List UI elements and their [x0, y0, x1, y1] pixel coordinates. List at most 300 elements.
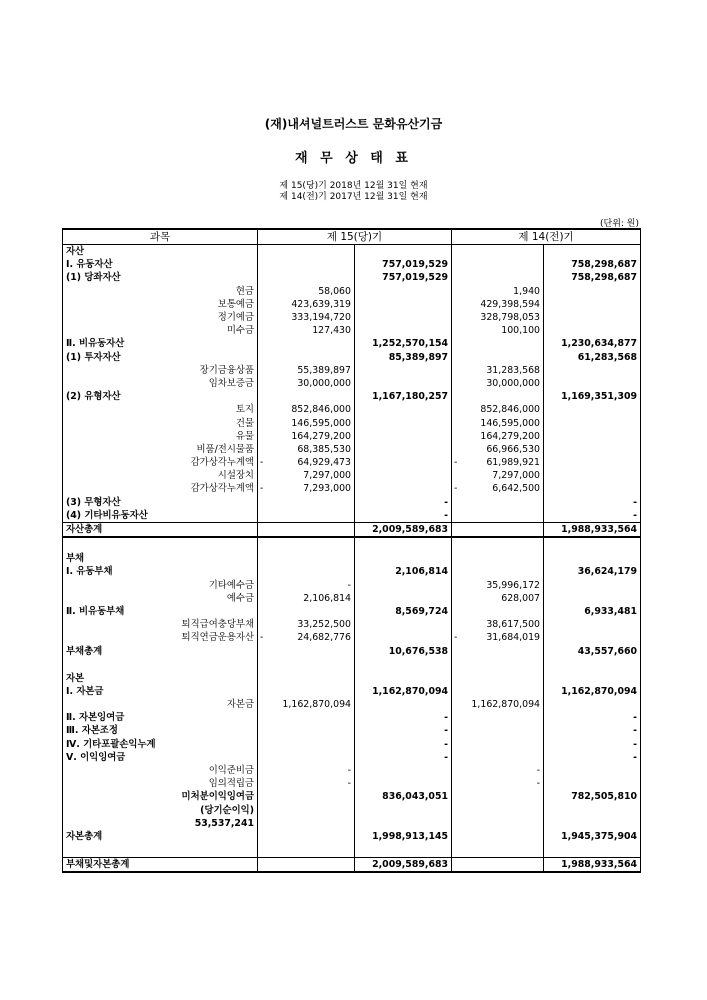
prior-total-amount — [544, 245, 641, 259]
prior-total-amount — [544, 698, 641, 711]
account-label: (4) 기타비유동자산 — [63, 509, 258, 523]
current-total-amount: - — [355, 496, 452, 509]
table-row — [63, 672, 641, 685]
prior-total-amount — [544, 298, 641, 311]
current-detail-amount — [258, 631, 355, 644]
account-label: Ⅰ. 유동자산 — [63, 258, 258, 271]
prior-total-amount — [544, 416, 641, 429]
prior-detail-amount — [452, 565, 544, 578]
account-label: Ⅰ. 유동부채 — [63, 565, 258, 578]
current-detail-amount: 164,279,200 — [258, 430, 355, 443]
account-label: 부채및자본총계 — [63, 858, 258, 873]
current-total-amount — [355, 592, 452, 605]
table-row — [63, 324, 641, 337]
current-total-amount — [355, 631, 452, 644]
account-label: 토지 — [63, 403, 258, 416]
current-detail-amount — [258, 351, 355, 364]
account-label: 시설장치 — [63, 469, 258, 482]
current-detail-amount — [258, 482, 355, 495]
amount-value: 7,293,000 — [303, 483, 351, 495]
table-row — [63, 817, 641, 830]
table-row — [63, 605, 641, 618]
table-header-row — [63, 229, 641, 245]
current-total-amount — [355, 364, 452, 377]
prior-total-amount: 61,283,568 — [544, 351, 641, 364]
current-detail-amount — [258, 337, 355, 350]
prior-total-amount: 1,162,870,094 — [544, 685, 641, 698]
table-row — [63, 469, 641, 482]
current-total-amount: 1,162,870,094 — [355, 685, 452, 698]
prior-total-amount — [544, 631, 641, 644]
table-row — [63, 724, 641, 737]
prior-total-amount — [544, 537, 641, 552]
current-total-amount: 2,009,589,683 — [355, 522, 452, 537]
table-row — [63, 804, 641, 817]
prior-detail-amount — [452, 858, 544, 873]
current-detail-amount — [258, 537, 355, 552]
current-detail-amount — [258, 672, 355, 685]
account-label: 자산총계 — [63, 522, 258, 537]
current-detail-amount — [258, 817, 355, 830]
current-total-amount: 757,019,529 — [355, 258, 452, 271]
account-label: 자산 — [63, 245, 258, 259]
current-detail-amount — [258, 843, 355, 858]
current-detail-amount: 423,639,319 — [258, 298, 355, 311]
current-detail-amount — [258, 245, 355, 259]
table-row — [63, 496, 641, 509]
current-total-amount: 1,252,570,154 — [355, 337, 452, 350]
current-total-amount — [355, 698, 452, 711]
current-total-amount: - — [355, 751, 452, 764]
account-label: 퇴직연금운용자산 — [63, 631, 258, 644]
current-detail-amount: 146,595,000 — [258, 416, 355, 429]
current-detail-amount — [258, 565, 355, 578]
prior-detail-amount — [452, 672, 544, 685]
prior-detail-amount — [452, 711, 544, 724]
prior-total-amount: 782,505,810 — [544, 790, 641, 803]
prior-total-amount: 43,557,660 — [544, 644, 641, 657]
prior-detail-amount — [452, 552, 544, 565]
account-label: 자본총계 — [63, 830, 258, 843]
header-current: 제 15(당)기 — [258, 229, 452, 245]
table-row — [63, 830, 641, 843]
prior-total-amount — [544, 817, 641, 830]
current-detail-amount: 58,060 — [258, 285, 355, 298]
current-total-amount: 836,043,051 — [355, 790, 452, 803]
prior-total-amount — [544, 592, 641, 605]
table-row — [63, 456, 641, 469]
current-total-amount — [355, 456, 452, 469]
prior-total-amount — [544, 456, 641, 469]
table-row — [63, 579, 641, 592]
table-row — [63, 430, 641, 443]
current-detail-amount — [258, 711, 355, 724]
table-row — [63, 271, 641, 284]
current-total-amount: - — [355, 738, 452, 751]
current-total-amount — [355, 430, 452, 443]
prior-detail-amount: 100,100 — [452, 324, 544, 337]
prior-total-amount — [544, 482, 641, 495]
prior-detail-amount — [452, 522, 544, 537]
account-label — [63, 537, 258, 552]
prior-total-amount: - — [544, 711, 641, 724]
account-label: 비품/전시물품 — [63, 443, 258, 456]
current-detail-amount: 33,252,500 — [258, 618, 355, 631]
prior-total-amount: 1,988,933,564 — [544, 858, 641, 873]
current-total-amount — [355, 469, 452, 482]
table-row — [63, 390, 641, 403]
current-detail-amount — [258, 258, 355, 271]
prior-total-amount — [544, 843, 641, 858]
account-label: 미수금 — [63, 324, 258, 337]
current-total-amount — [355, 377, 452, 390]
account-label — [63, 843, 258, 858]
balance-sheet-table — [62, 228, 641, 873]
current-total-amount: 85,389,897 — [355, 351, 452, 364]
prior-total-amount — [544, 672, 641, 685]
spacer-row — [63, 843, 641, 858]
prior-total-amount — [544, 285, 641, 298]
prior-detail-amount: 628,007 — [452, 592, 544, 605]
prior-total-amount — [544, 311, 641, 324]
account-label: 자본 — [63, 672, 258, 685]
negative-marker: - — [454, 457, 458, 468]
current-total-amount: - — [355, 711, 452, 724]
table-row — [63, 337, 641, 350]
prior-detail-amount — [452, 482, 544, 495]
prior-detail-amount: 164,279,200 — [452, 430, 544, 443]
account-label: 예수금 — [63, 592, 258, 605]
table-row — [63, 711, 641, 724]
current-detail-amount: 852,846,000 — [258, 403, 355, 416]
current-detail-amount — [258, 738, 355, 751]
prior-detail-amount: - — [452, 777, 544, 790]
unit-label: (단위: 원) — [600, 219, 639, 229]
table-row — [63, 631, 641, 644]
prior-detail-amount: 429,398,594 — [452, 298, 544, 311]
account-label: (2) 유형자산 — [63, 390, 258, 403]
account-label: Ⅱ. 비유동자산 — [63, 337, 258, 350]
table-row — [63, 416, 641, 429]
account-label: 감가상각누계액 — [63, 482, 258, 495]
prior-detail-amount — [452, 830, 544, 843]
account-label: Ⅳ. 기타포괄손익누계 — [63, 738, 258, 751]
current-detail-amount — [258, 605, 355, 618]
table-row — [63, 298, 641, 311]
prior-detail-amount: 35,996,172 — [452, 579, 544, 592]
amount-value: 24,682,776 — [297, 632, 351, 644]
current-total-amount — [355, 817, 452, 830]
prior-total-amount — [544, 403, 641, 416]
prior-detail-amount — [452, 738, 544, 751]
current-total-amount — [355, 658, 452, 672]
table-row — [63, 764, 641, 777]
current-total-amount: 757,019,529 — [355, 271, 452, 284]
current-total-amount — [355, 285, 452, 298]
account-label: (1) 투자자산 — [63, 351, 258, 364]
current-detail-amount — [258, 456, 355, 469]
negative-marker: - — [260, 632, 264, 644]
account-label: 자본금 — [63, 698, 258, 711]
prior-total-amount — [544, 364, 641, 377]
prior-total-amount — [544, 618, 641, 631]
current-total-amount — [355, 579, 452, 592]
prior-detail-amount: 1,940 — [452, 285, 544, 298]
table-row — [63, 443, 641, 456]
prior-detail-amount — [452, 509, 544, 523]
current-detail-amount — [258, 644, 355, 657]
current-detail-amount: 30,000,000 — [258, 377, 355, 390]
prior-detail-amount — [452, 271, 544, 284]
prior-total-amount: - — [544, 509, 641, 523]
negative-marker: - — [260, 483, 264, 495]
account-label: 미처분이익잉여금 — [63, 790, 258, 803]
current-detail-amount — [258, 685, 355, 698]
current-total-amount — [355, 537, 452, 552]
prior-detail-amount: 38,617,500 — [452, 618, 544, 631]
period-prior: 제 14(전)기 2017년 12월 31일 현재 — [279, 192, 428, 202]
prior-total-amount: 6,933,481 — [544, 605, 641, 618]
table-body — [63, 245, 641, 873]
current-detail-amount: 1,162,870,094 — [258, 698, 355, 711]
current-detail-amount — [258, 658, 355, 672]
account-label: 부채총계 — [63, 644, 258, 657]
current-detail-amount: 55,389,897 — [258, 364, 355, 377]
prior-detail-amount — [452, 685, 544, 698]
current-total-amount — [355, 482, 452, 495]
table-row — [63, 403, 641, 416]
account-label: Ⅲ. 자본조정 — [63, 724, 258, 737]
table-row — [63, 618, 641, 631]
table-row — [63, 552, 641, 565]
current-detail-amount — [258, 522, 355, 537]
current-total-amount: 1,998,913,145 — [355, 830, 452, 843]
table-row — [63, 377, 641, 390]
prior-total-amount: 36,624,179 — [544, 565, 641, 578]
current-total-amount: - — [355, 509, 452, 523]
amount-value: 61,989,921 — [486, 457, 541, 469]
header-prior: 제 14(전)기 — [452, 229, 641, 245]
current-total-amount — [355, 443, 452, 456]
header-account: 과목 — [63, 229, 258, 245]
table-row — [63, 592, 641, 605]
account-label: Ⅰ. 자본금 — [63, 685, 258, 698]
table-row — [63, 738, 641, 751]
account-label: 53,537,241 — [63, 817, 258, 830]
prior-detail-amount — [452, 843, 544, 858]
current-total-amount — [355, 672, 452, 685]
prior-detail-amount: 30,000,000 — [452, 377, 544, 390]
total-row — [63, 858, 641, 873]
table-row — [63, 351, 641, 364]
account-label: 유물 — [63, 430, 258, 443]
prior-detail-amount — [452, 644, 544, 657]
current-detail-amount: 127,430 — [258, 324, 355, 337]
account-label: 보통예금 — [63, 298, 258, 311]
prior-detail-amount — [452, 804, 544, 817]
account-label: Ⅱ. 비유동부채 — [63, 605, 258, 618]
negative-marker: - — [454, 483, 458, 495]
account-label: 정기예금 — [63, 311, 258, 324]
table-row — [63, 258, 641, 271]
current-detail-amount — [258, 390, 355, 403]
prior-total-amount — [544, 764, 641, 777]
prior-detail-amount — [452, 724, 544, 737]
account-label: 현금 — [63, 285, 258, 298]
prior-total-amount — [544, 469, 641, 482]
prior-total-amount: - — [544, 496, 641, 509]
prior-detail-amount: 146,595,000 — [452, 416, 544, 429]
prior-detail-amount: 31,283,568 — [452, 364, 544, 377]
table-row — [63, 790, 641, 803]
prior-total-amount: - — [544, 724, 641, 737]
current-detail-amount: 7,297,000 — [258, 469, 355, 482]
current-total-amount — [355, 618, 452, 631]
prior-total-amount: - — [544, 738, 641, 751]
negative-marker: - — [260, 457, 264, 468]
account-label: 퇴직급여충당부채 — [63, 618, 258, 631]
amount-value: 6,642,500 — [492, 483, 541, 495]
period-current: 제 15(당)기 2018년 12월 31일 현재 — [279, 181, 428, 191]
prior-detail-amount: 66,966,530 — [452, 443, 544, 456]
current-detail-amount — [258, 271, 355, 284]
current-total-amount: 2,009,589,683 — [355, 858, 452, 873]
current-detail-amount — [258, 858, 355, 873]
prior-total-amount — [544, 443, 641, 456]
current-detail-amount — [258, 790, 355, 803]
current-total-amount: 10,676,538 — [355, 644, 452, 657]
prior-detail-amount — [452, 258, 544, 271]
prior-detail-amount — [452, 751, 544, 764]
table-row — [63, 245, 641, 259]
current-total-amount: 1,167,180,257 — [355, 390, 452, 403]
current-total-amount — [355, 311, 452, 324]
prior-detail-amount — [452, 631, 544, 644]
prior-detail-amount — [452, 456, 544, 469]
prior-detail-amount — [452, 658, 544, 672]
account-label: 기타예수금 — [63, 579, 258, 592]
account-label: Ⅱ. 자본잉여금 — [63, 711, 258, 724]
organization-name: (재)내셔널트러스트 문화유산기금 — [264, 117, 443, 131]
total-row — [63, 522, 641, 537]
prior-total-amount: - — [544, 751, 641, 764]
prior-detail-amount — [452, 351, 544, 364]
prior-total-amount: 1,169,351,309 — [544, 390, 641, 403]
current-total-amount — [355, 843, 452, 858]
current-detail-amount: - — [258, 777, 355, 790]
prior-total-amount: 758,298,687 — [544, 258, 641, 271]
current-detail-amount: 2,106,814 — [258, 592, 355, 605]
table-row — [63, 751, 641, 764]
prior-detail-amount — [452, 605, 544, 618]
prior-detail-amount: 1,162,870,094 — [452, 698, 544, 711]
prior-detail-amount — [452, 496, 544, 509]
prior-total-amount — [544, 777, 641, 790]
current-total-amount — [355, 324, 452, 337]
current-total-amount — [355, 804, 452, 817]
account-label: (1) 당좌자산 — [63, 271, 258, 284]
prior-detail-amount — [452, 390, 544, 403]
current-detail-amount — [258, 496, 355, 509]
account-label: (당기순이익) — [63, 804, 258, 817]
prior-detail-amount — [452, 537, 544, 552]
account-label: 임차보증금 — [63, 377, 258, 390]
prior-total-amount — [544, 552, 641, 565]
account-label: 건물 — [63, 416, 258, 429]
current-detail-amount — [258, 751, 355, 764]
table-row — [63, 509, 641, 523]
spacer-row — [63, 537, 641, 552]
table-row — [63, 311, 641, 324]
current-total-amount — [355, 403, 452, 416]
current-detail-amount — [258, 724, 355, 737]
current-detail-amount — [258, 830, 355, 843]
current-detail-amount: 68,385,530 — [258, 443, 355, 456]
current-detail-amount: 333,194,720 — [258, 311, 355, 324]
prior-total-amount: 1,988,933,564 — [544, 522, 641, 537]
table-row — [63, 777, 641, 790]
table-row — [63, 285, 641, 298]
current-detail-amount: - — [258, 764, 355, 777]
negative-marker: - — [454, 632, 458, 644]
prior-total-amount — [544, 804, 641, 817]
prior-detail-amount: 7,297,000 — [452, 469, 544, 482]
prior-total-amount: 758,298,687 — [544, 271, 641, 284]
account-label: 감가상각누계액 — [63, 456, 258, 469]
account-label: 장기금융상품 — [63, 364, 258, 377]
prior-total-amount — [544, 579, 641, 592]
prior-detail-amount: - — [452, 764, 544, 777]
prior-detail-amount: 852,846,000 — [452, 403, 544, 416]
prior-detail-amount: 328,798,053 — [452, 311, 544, 324]
current-detail-amount: - — [258, 579, 355, 592]
prior-detail-amount — [452, 337, 544, 350]
current-total-amount: 2,106,814 — [355, 565, 452, 578]
prior-total-amount — [544, 658, 641, 672]
current-total-amount — [355, 298, 452, 311]
amount-value: 64,929,473 — [297, 457, 351, 469]
table-row — [63, 565, 641, 578]
prior-detail-amount — [452, 245, 544, 259]
current-total-amount — [355, 245, 452, 259]
spacer-row — [63, 658, 641, 672]
statement-title: 재 무 상 태 표 — [295, 151, 412, 166]
table-row — [63, 644, 641, 657]
current-detail-amount — [258, 804, 355, 817]
prior-total-amount — [544, 324, 641, 337]
table-row — [63, 482, 641, 495]
prior-total-amount — [544, 430, 641, 443]
prior-total-amount — [544, 377, 641, 390]
account-label: 이익준비금 — [63, 764, 258, 777]
current-detail-amount — [258, 552, 355, 565]
account-label: 임의적립금 — [63, 777, 258, 790]
amount-value: 31,684,019 — [486, 632, 541, 644]
account-label: (3) 무형자산 — [63, 496, 258, 509]
prior-detail-amount — [452, 817, 544, 830]
prior-total-amount: 1,230,634,877 — [544, 337, 641, 350]
current-total-amount — [355, 764, 452, 777]
account-label: Ⅴ. 이익잉여금 — [63, 751, 258, 764]
table-row — [63, 685, 641, 698]
current-detail-amount — [258, 509, 355, 523]
table-row — [63, 698, 641, 711]
table-row — [63, 364, 641, 377]
prior-detail-amount — [452, 790, 544, 803]
current-total-amount — [355, 777, 452, 790]
current-total-amount — [355, 416, 452, 429]
current-total-amount: 8,569,724 — [355, 605, 452, 618]
